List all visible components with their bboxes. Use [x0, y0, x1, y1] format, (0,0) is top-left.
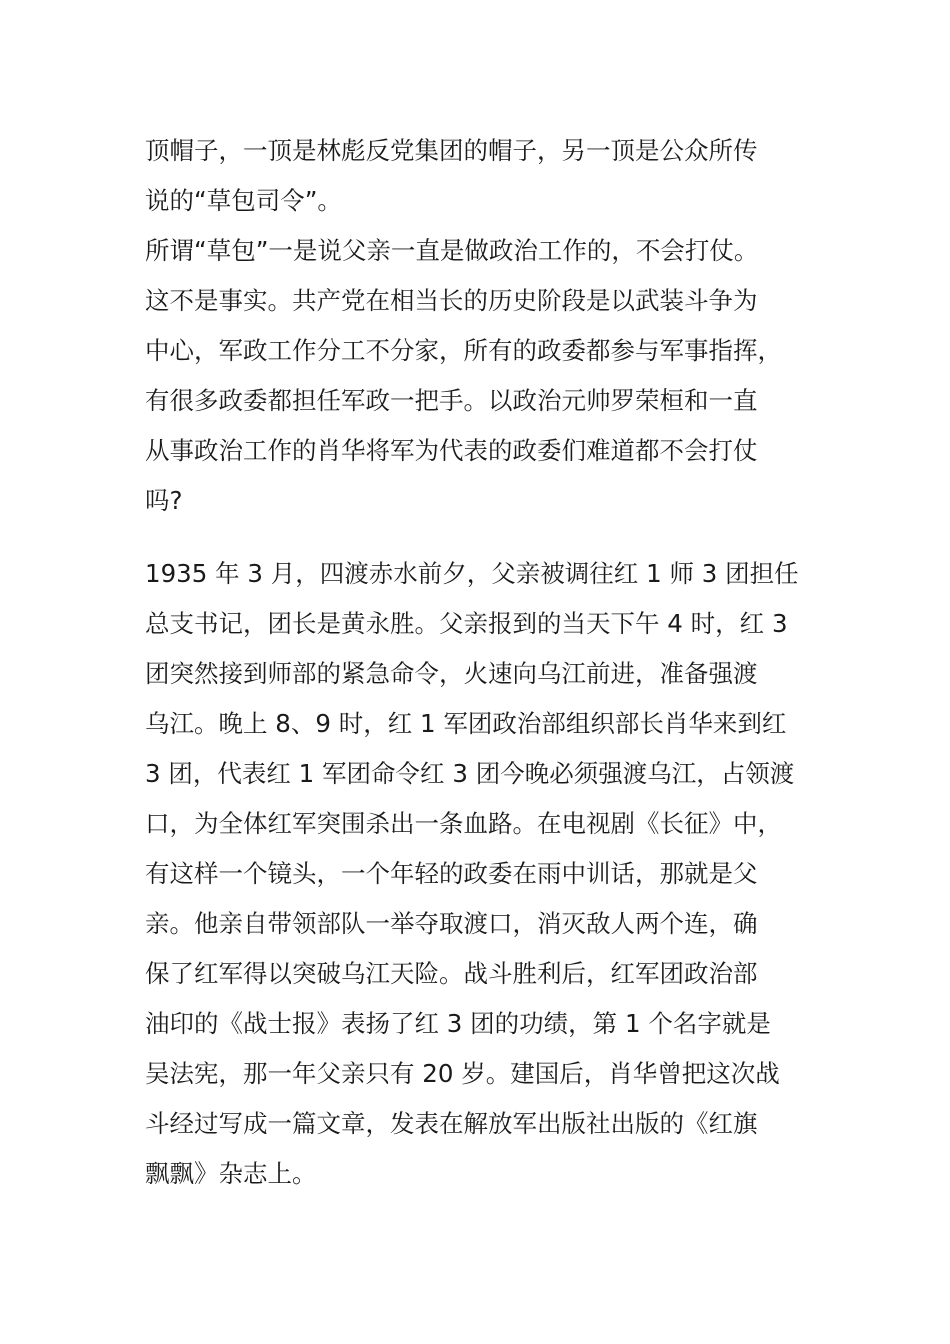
text-line: 顶帽子，一顶是林彪反党集团的帽子，另一顶是公众所传	[145, 136, 758, 165]
text-line: 乌江。晚上 8、9 时，红 1 军团政治部组织部长肖华来到红	[145, 709, 787, 738]
text-line: 口，为全体红军突围杀出一条血路。在电视剧《长征》中，	[145, 809, 782, 838]
text-line: 总支书记，团长是黄永胜。父亲报到的当天下午 4 时，红 3	[145, 609, 788, 638]
text-line: 1935 年 3 月，四渡赤水前夕，父亲被调往红 1 师 3 团担任	[145, 559, 799, 588]
text-line: 有这样一个镜头，一个年轻的政委在雨中训话，那就是父	[145, 859, 758, 888]
text-line: 保了红军得以突破乌江天险。战斗胜利后，红军团政治部	[145, 959, 758, 988]
text-line: 吴法宪，那一年父亲只有 20 岁。建国后，肖华曾把这次战	[145, 1059, 780, 1088]
text-line: 团突然接到师部的紧急命令，火速向乌江前进，准备强渡	[145, 659, 758, 688]
text-line: 有很多政委都担任军政一把手。以政治元帅罗荣桓和一直	[145, 386, 758, 415]
text-line: 飘飘》杂志上。	[145, 1159, 317, 1188]
text-line: 说的“草包司令”。	[145, 186, 342, 215]
text-line: 中心，军政工作分工不分家，所有的政委都参与军事指挥，	[145, 336, 782, 365]
text-line: 从事政治工作的肖华将军为代表的政委们难道都不会打仗	[145, 436, 758, 465]
text-line: 这不是事实。共产党在相当长的历史阶段是以武装斗争为	[145, 286, 758, 315]
paragraph-2	[145, 549, 810, 1199]
text-line: 吗?	[145, 486, 183, 515]
text-line: 3 团，代表红 1 军团命令红 3 团今晚必须强渡乌江，占领渡	[145, 759, 795, 788]
text-line: 所谓“草包”一是说父亲一直是做政治工作的，不会打仗。	[145, 236, 759, 265]
text-line: 斗经过写成一篇文章，发表在解放军出版社出版的《红旗	[145, 1109, 758, 1138]
text-line: 亲。他亲自带领部队一举夺取渡口，消灭敌人两个连，确	[145, 909, 758, 938]
paragraph-1	[145, 126, 810, 526]
text-line: 油印的《战士报》表扬了红 3 团的功绩，第 1 个名字就是	[145, 1009, 771, 1038]
